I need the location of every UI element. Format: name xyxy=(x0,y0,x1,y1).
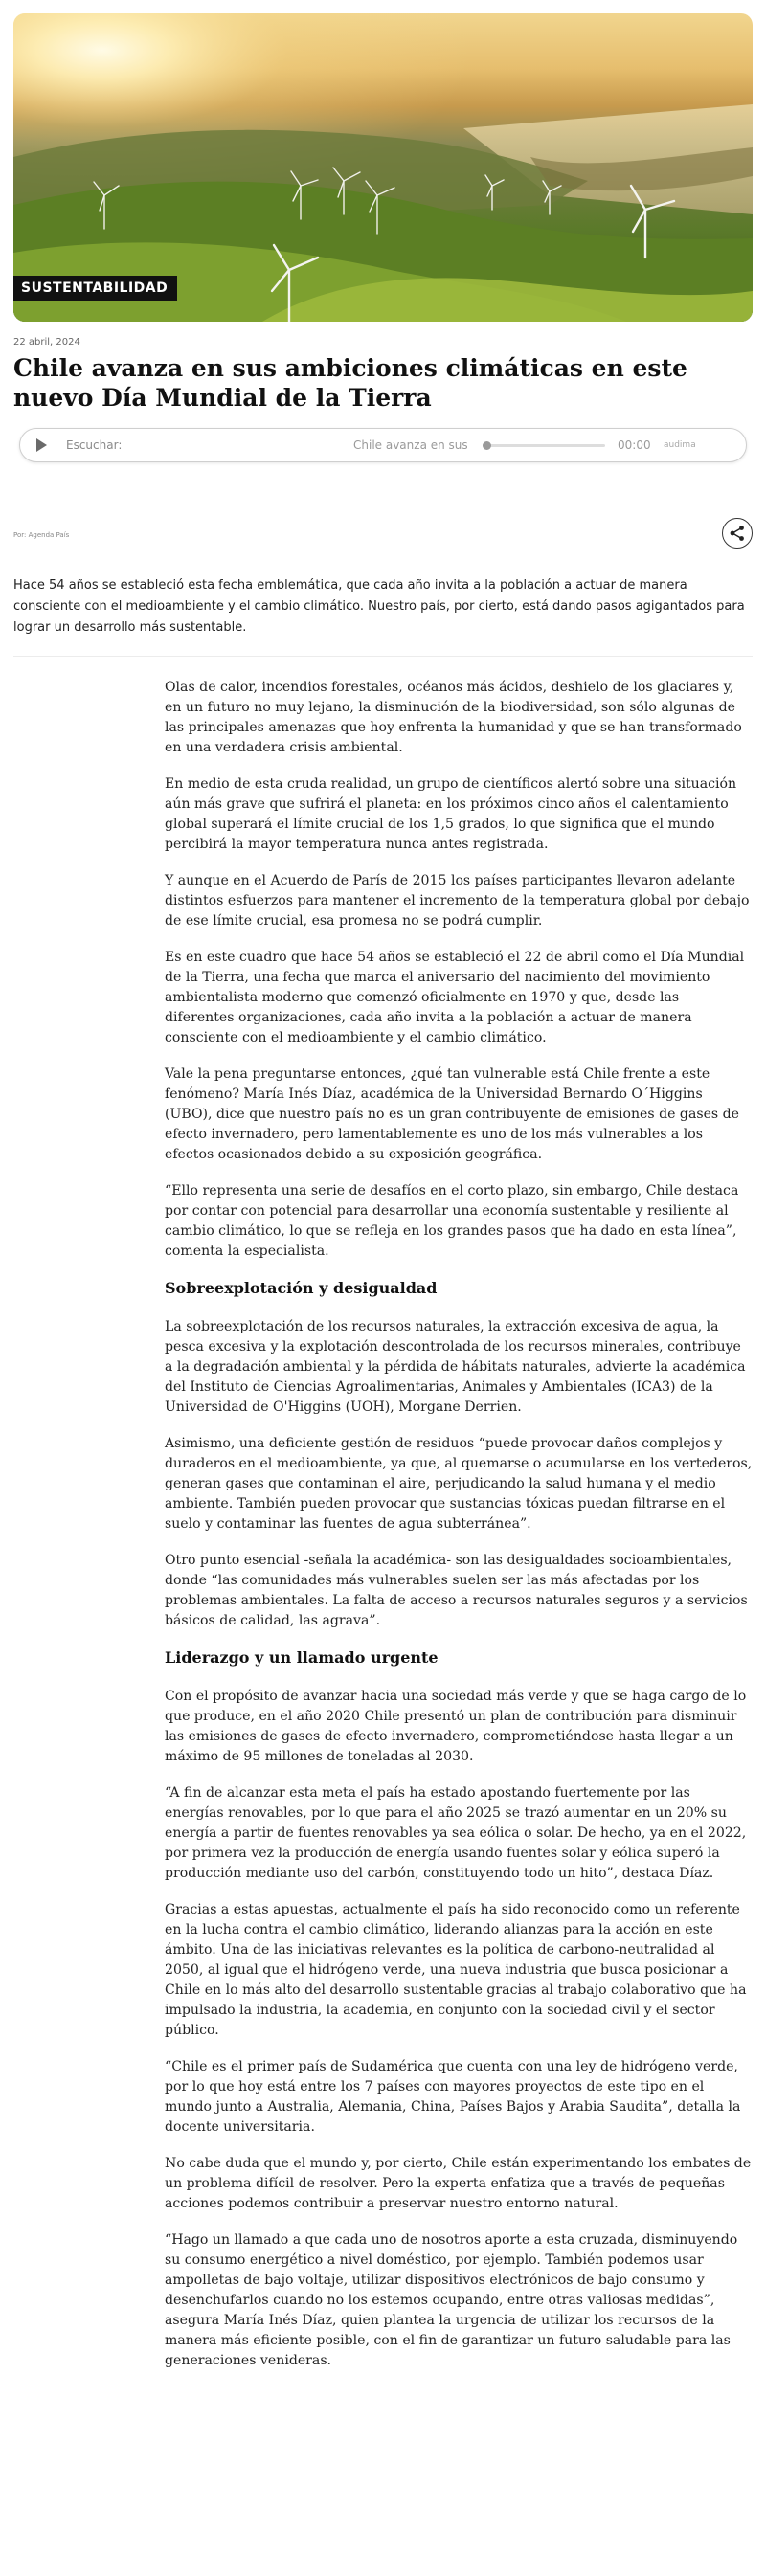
player-progress-knob[interactable] xyxy=(483,441,491,450)
body-paragraph: No cabe duda que el mundo y, por cierto, Chile están experimentando los embates de un problema difícil de resolver. Pero la experta enfatiza que a través de pequeñas acciones podemos contribuir a preservar nuestro entorno natural. xyxy=(165,2156,752,2211)
author-byline: Por: Agenda País xyxy=(13,531,70,539)
player-progress-bar[interactable] xyxy=(485,444,605,447)
hero-image xyxy=(13,13,753,322)
body-paragraph: Olas de calor, incendios forestales, océanos más ácidos, deshielo de los glaciares y, en un futuro no muy lejano, la disminución de la biodiversidad, son sólo algunas de las principales amenazas que hoy enfrenta la humanidad y que se han transformado en una verdadera crisis ambiental. xyxy=(165,680,742,755)
body-paragraph: Con el propósito de avanzar hacia una sociedad más verde y que se haga cargo de lo que produce, en el año 2020 Chile presentó un plan de contribución para disminuir las emisiones de gases de efecto invernadero, comprometiéndose hasta llegar a un máximo de 95 millones de toneladas al 2030. xyxy=(165,1689,747,1764)
section-heading: Sobreexplotación y desigualdad xyxy=(165,1279,438,1297)
category-tag[interactable]: SUSTENTABILIDAD xyxy=(13,276,177,301)
body-paragraph: Asimismo, una deficiente gestión de residuos “puede provocar daños complejos y duraderos en el medioambiente, ya que, al quemarse o acumularse en los vertederos, generan gases que contaminan el aire, perjudicando la salud humana y el medio ambiente. También pueden provocar que sustancias tóxicas puedan filtrarse en el suelo y contaminar las fuentes de agua subterránea”. xyxy=(165,1436,753,1532)
audio-player xyxy=(19,428,747,462)
publish-date: 22 abril, 2024 xyxy=(13,337,80,347)
play-icon xyxy=(34,437,49,453)
player-brand[interactable]: audima xyxy=(664,440,696,450)
body-paragraph: “A fin de alcanzar esta meta el país ha estado apostando fuertemente por las energías renovables, por lo que para el año 2025 se trazó aumentar en un 20% su energía a partir de fuentes renovables ya sea eólica o solar. De hecho, ya en el 2022, por primera vez la producción de energía usando fuentes solar y eólica superó la producción mediante uso del carbón, constituyendo todo un hito”, destaca Díaz. xyxy=(165,1785,747,1881)
player-track-title: Chile avanza en sus xyxy=(353,438,468,452)
body-paragraph: Gracias a estas apuestas, actualmente el país ha sido reconocido como un referente en la lucha contra el cambio climático, liderando alianzas para la acción en este ámbito. Una de las iniciativas relevantes es la política de carbono-neutralidad al 2050, al igual que el hidrógeno verde, una nueva industria que busca posicionar a Chile en lo más alto del desarrollo sustentable gracias al trabajo colaborativo que ha impulsado la industria, la academia, en conjunto con la sociedad civil y el sector público. xyxy=(165,1902,747,2038)
body-paragraph: Es en este cuadro que hace 54 años se estableció el 22 de abril como el Día Mundial de la Tierra, una fecha que marca el aniversario del nacimiento del movimiento ambientalista moderno que comenzó oficialmente en 1970 y que, desde las diferentes organizaciones, cada año invita a la población a actuar de manera consciente con el medioambiente y el cambio climático. xyxy=(165,950,745,1045)
player-time: 00:00 xyxy=(618,438,651,452)
article-meta xyxy=(13,514,753,552)
article-page xyxy=(0,13,766,2371)
player-label: Escuchar: xyxy=(66,438,123,452)
body-paragraph: Otro punto esencial -señala la académica- son las desigualdades socioambientales, donde “las comunidades más vulnerables suelen ser las más afectadas por los problemas ambientales. La falta de acceso a recursos naturales seguros y a servicios básicos de calidad, las agrava”. xyxy=(165,1553,748,1628)
body-paragraph: La sobreexplotación de los recursos naturales, la extracción excesiva de agua, la pesca excesiva y la explotación descontrolada de los recursos minerales, contribuye a la degradación ambiental y la pérdida de hábitats naturales, advierte la académica del Instituto de Ciencias Agroalimentarias, Animales y Ambientales (ICA3) de la Universidad de O'Higgins (UOH), Morgane Derrien. xyxy=(165,1319,746,1415)
article-title: Chile avanza en sus ambiciones climáticas en este nuevo Día Mundial de la Tierra xyxy=(13,354,687,412)
body-paragraph: Y aunque en el Acuerdo de París de 2015 los países participantes llevaron adelante distintos esfuerzos para mantener el incremento de la temperatura global por debajo de ese límite crucial, esa promesa no se podrá cumplir. xyxy=(165,873,750,929)
article-body xyxy=(165,678,753,2371)
body-paragraph: Vale la pena preguntarse entonces, ¿qué tan vulnerable está Chile frente a este fenómeno? María Inés Díaz, académica de la Universidad Bernardo O´Higgins (UBO), dice que nuestro país no es un gran contribuyente de emisiones de gases de efecto invernadero, pero lamentablemente es uno de los más vulnerables a los efectos ocasionados debido a su exposición geográfica. xyxy=(165,1066,740,1162)
play-button[interactable] xyxy=(26,431,56,459)
section-heading: Liderazgo y un llamado urgente xyxy=(165,1648,439,1667)
share-icon xyxy=(729,525,746,542)
share-button[interactable] xyxy=(722,518,753,549)
body-paragraph: “Chile es el primer país de Sudamérica que cuenta con una ley de hidrógeno verde, por lo que hoy está entre los 7 países con mayores proyectos de este tipo en el mundo junto a Australia, Alemania, China, Países Bajos y Arabia Saudita”, detalla la docente universitaria. xyxy=(165,2059,741,2135)
body-paragraph: “Hago un llamado a que cada uno de nosotros aporte a esta cruzada, disminuyendo su consumo energético a nivel doméstico, por ejemplo. También podemos usar ampolletas de bajo voltaje, utilizar dispositivos electrónicos de bajo consumo y desenchufarlos cuando no los estemos ocupando, entre otras valiosas medidas”, asegura María Inés Díaz, quien plantea la urgencia de utilizar los recursos de la manera más eficiente posible, con el fin de garantizar un futuro saludable para las generaciones venideras. xyxy=(165,2232,738,2368)
body-paragraph: En medio de esta cruda realidad, un grupo de científicos alertó sobre una situación aún más grave que sufrirá el planeta: en los próximos cinco años el calentamiento global superará el límite crucial de los 1,5 grados, lo que significa que el mundo percibirá la mayor temperatura nunca antes registrada. xyxy=(165,776,737,852)
body-paragraph: “Ello representa una serie de desafíos en el corto plazo, sin embargo, Chile destaca por contar con potencial para desarrollar una economía sustentable y resiliente al cambio climático, lo que se refleja en los grandes pasos que ha dado en esta línea”, comenta la especialista. xyxy=(165,1183,739,1259)
article-lead: Hace 54 años se estableció esta fecha emblemática, que cada año invita a la población a actuar de manera consciente con el medioambiente y el cambio climático. Nuestro país, por cierto, está dando pasos agigantados para lograr un desarrollo más sustentable. xyxy=(13,575,753,657)
